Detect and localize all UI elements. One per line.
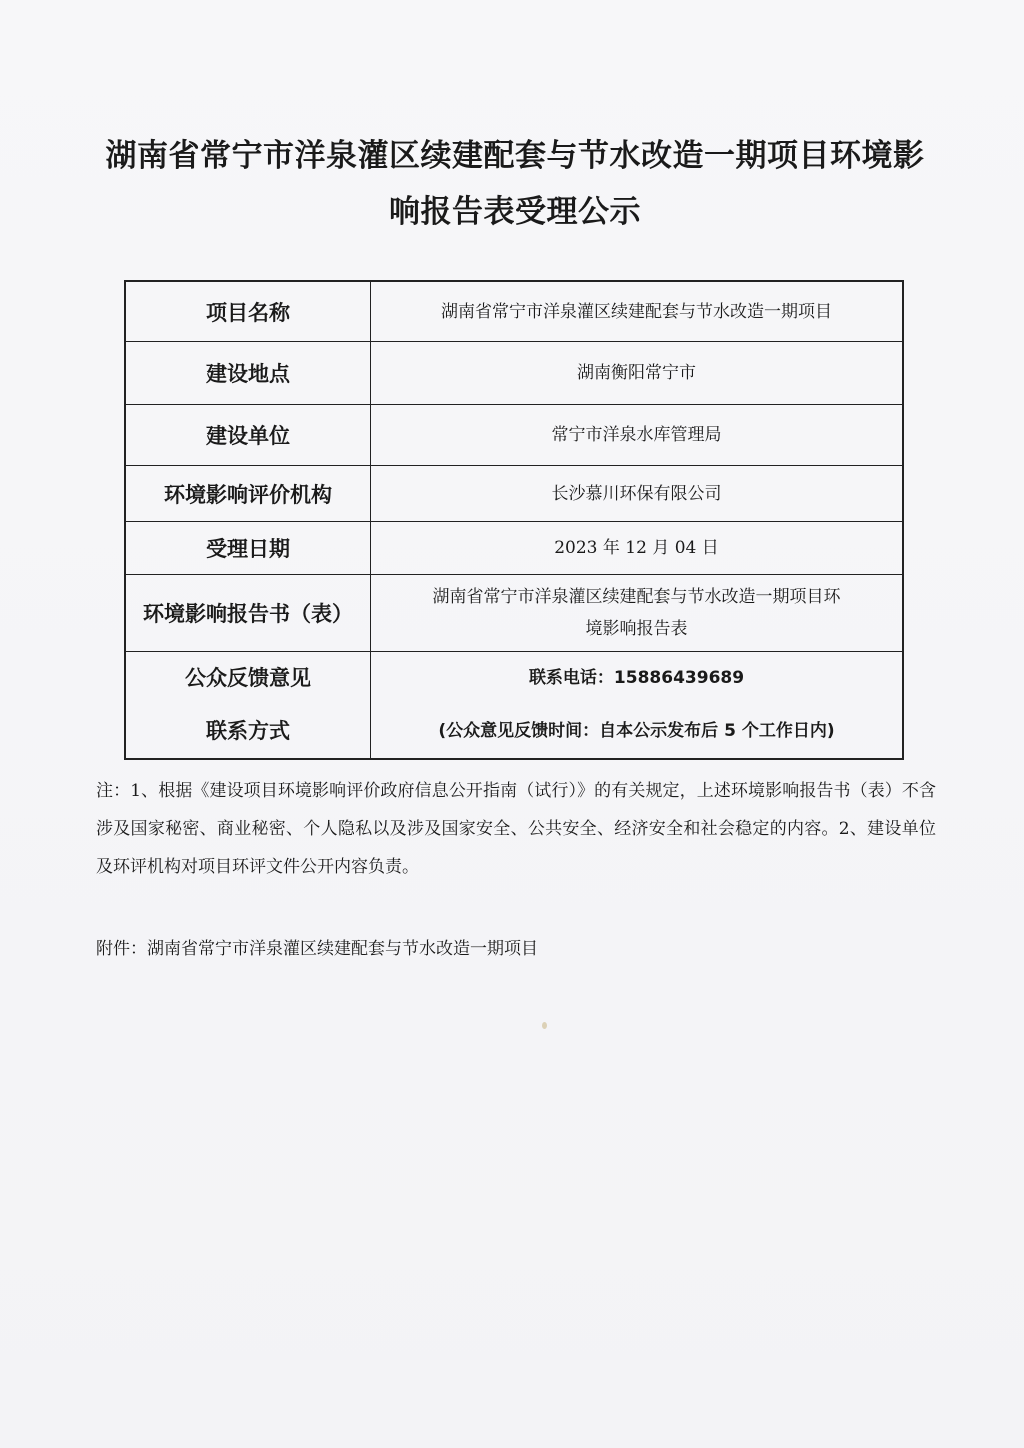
table-row-accept-date — [125, 522, 903, 575]
table-row-builder — [125, 405, 903, 466]
builder-value: 常宁市洋泉水库管理局 — [371, 405, 904, 466]
accept-date-label: 受理日期 — [125, 522, 371, 575]
footnote: 注：1、根据《建设项目环境影响评价政府信息公开指南（试行）》的有关规定，上述环境影响报告书（表）不含涉及国家秘密、商业秘密、个人隐私以及涉及国家安全、公共安全、经济安全和社会稳定的内容。2、建设单位及环评机构对项目环评文件公开内容负责。 — [96, 781, 936, 877]
report-value — [371, 575, 904, 652]
eia-agency-value: 长沙慕川环保有限公司 — [371, 466, 904, 522]
table-row-location — [125, 342, 903, 405]
feedback-value — [371, 652, 904, 760]
builder-label: 建设单位 — [125, 405, 371, 466]
feedback-phone: 联系电话：15886439689 — [528, 668, 745, 688]
table-row-project-name — [125, 281, 903, 342]
table-row-feedback — [125, 652, 903, 760]
title-line-1: 湖南省常宁市洋泉灌区续建配套与节水改造一期项目环境影 — [105, 138, 925, 174]
feedback-label-line-1: 公众反馈意见 — [185, 666, 311, 690]
paper-speck — [542, 1022, 547, 1029]
feedback-period: (公众意见反馈时间：自本公示发布后 5 个工作日内) — [438, 721, 835, 741]
title-line-2: 响报告表受理公示 — [389, 194, 641, 230]
page-title — [100, 128, 930, 240]
report-value-line-1: 湖南省常宁市洋泉灌区续建配套与节水改造一期项目环 — [432, 587, 841, 607]
accept-date-value: 2023 年 12 月 04 日 — [371, 522, 904, 575]
location-label: 建设地点 — [125, 342, 371, 405]
report-label: 环境影响报告书（表） — [125, 575, 371, 652]
feedback-label-line-2: 联系方式 — [206, 719, 290, 743]
feedback-label — [125, 652, 371, 760]
project-name-value: 湖南省常宁市洋泉灌区续建配套与节水改造一期项目 — [371, 281, 904, 342]
table-row-eia-agency — [125, 466, 903, 522]
info-table — [124, 280, 904, 760]
report-value-line-2: 境影响报告表 — [585, 619, 688, 639]
eia-agency-label: 环境影响评价机构 — [125, 466, 371, 522]
attachment-line: 附件：湖南省常宁市洋泉灌区续建配套与节水改造一期项目 — [96, 939, 538, 959]
location-value: 湖南衡阳常宁市 — [371, 342, 904, 405]
project-name-label: 项目名称 — [125, 281, 371, 342]
table-row-report — [125, 575, 903, 652]
